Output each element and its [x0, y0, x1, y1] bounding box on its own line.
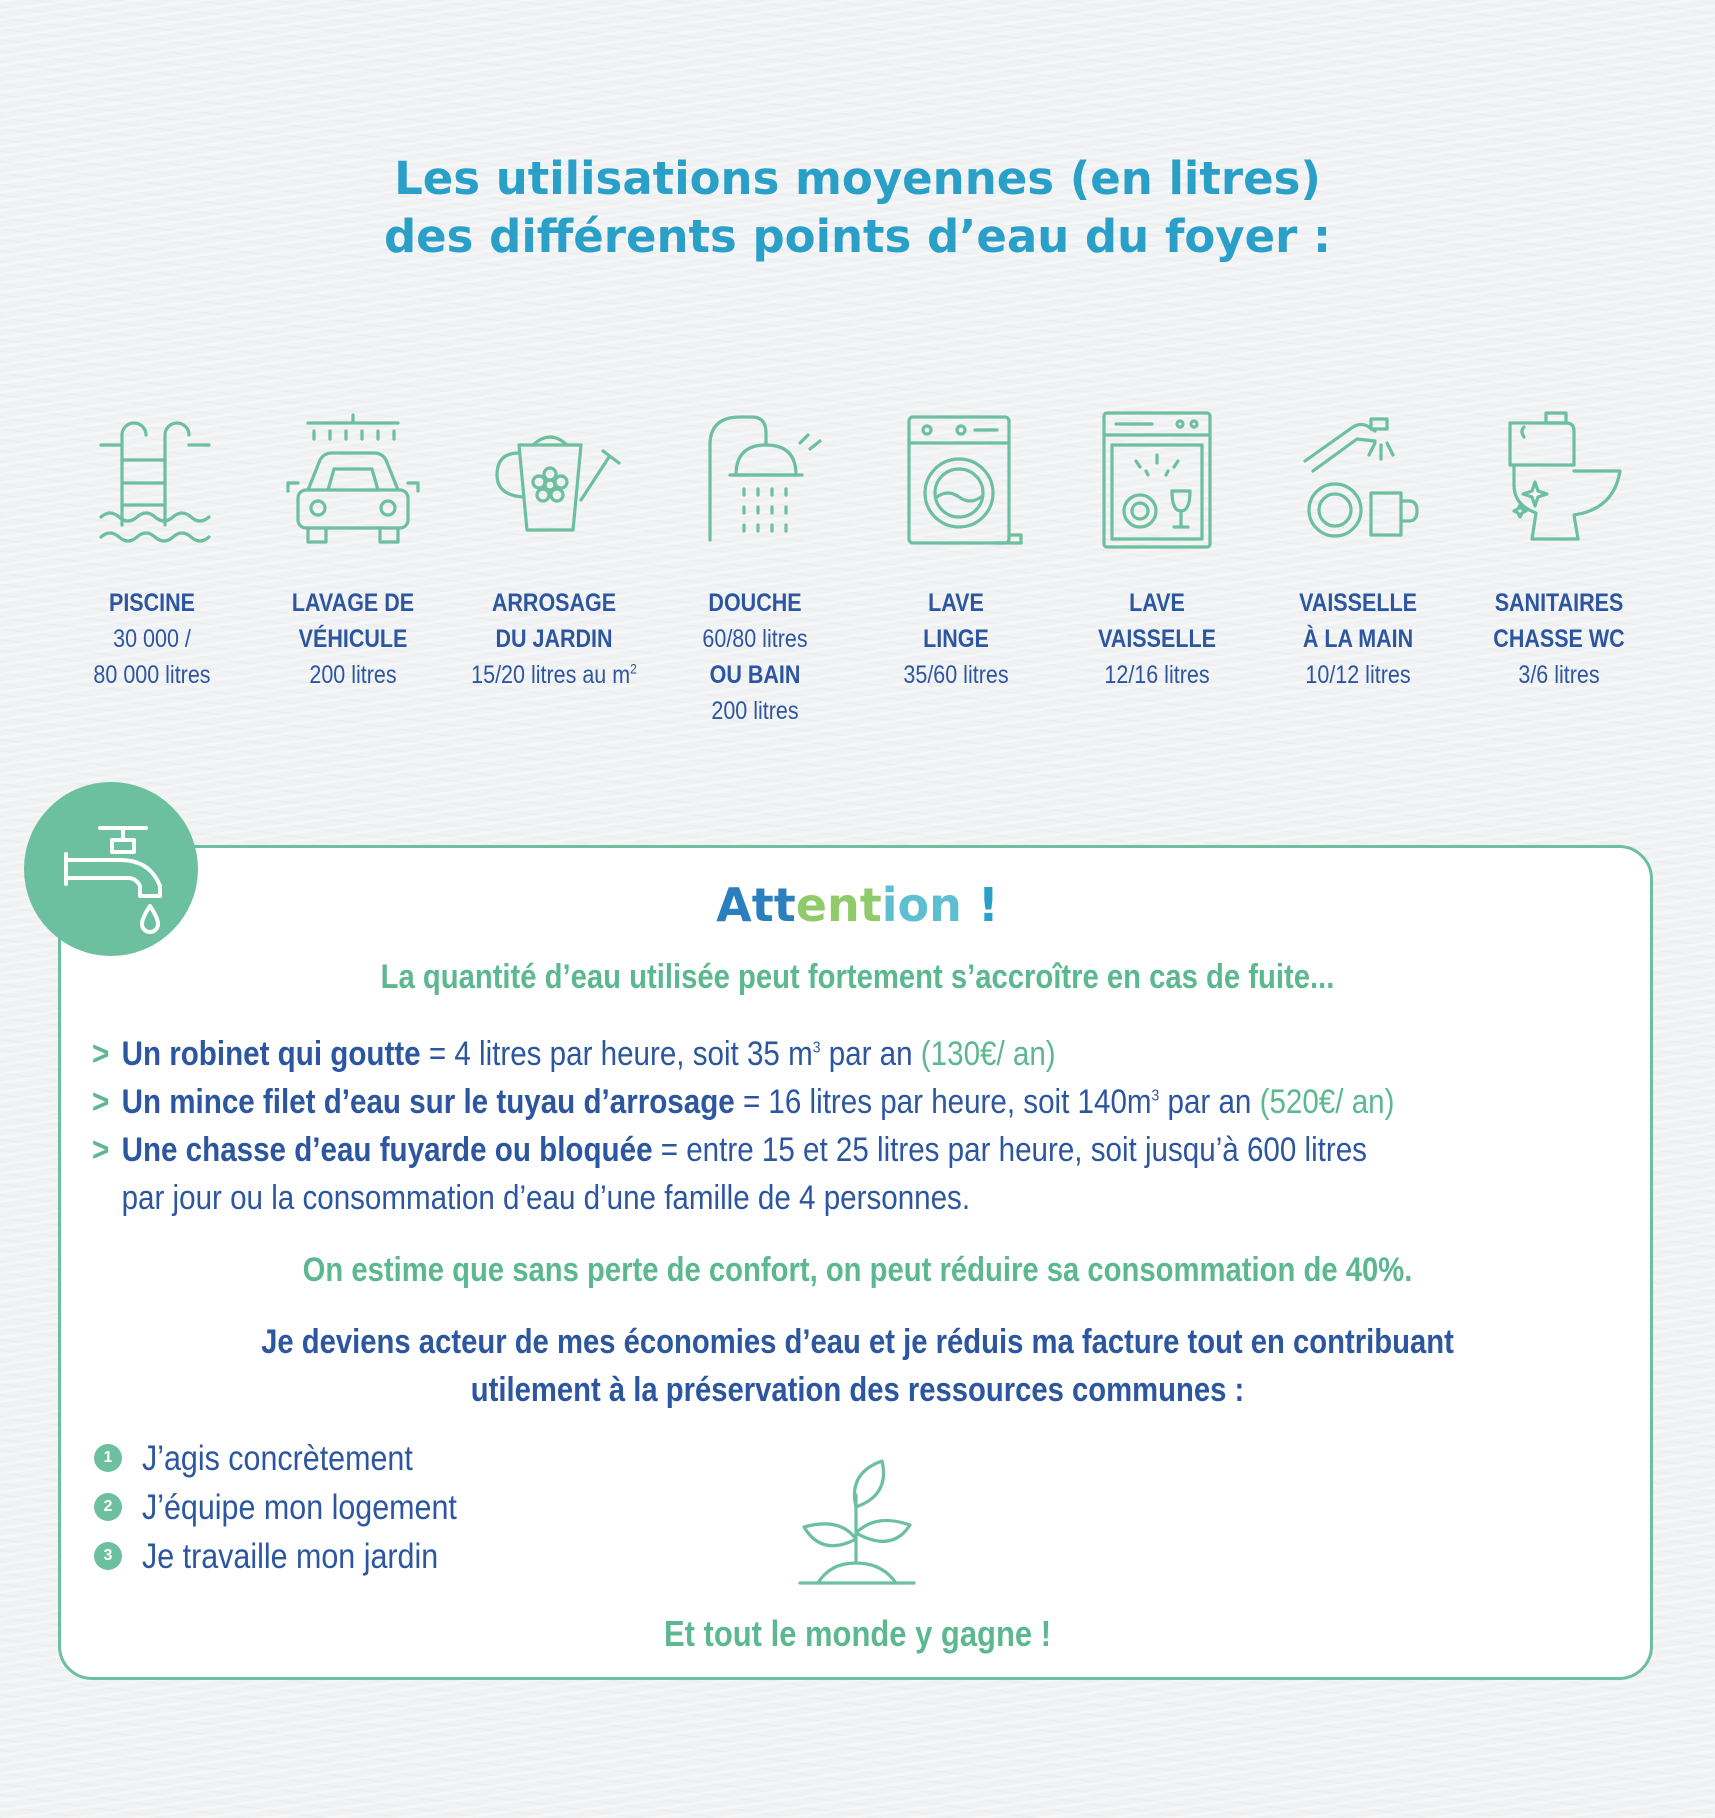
- dishwasher-icon: [1082, 405, 1232, 555]
- step-number-badge: 1: [94, 1444, 122, 1472]
- usage-label: LAVE: [1129, 589, 1185, 617]
- usage-label: À LA MAIN: [1302, 625, 1414, 653]
- usage-value: 12/16 litres: [1104, 661, 1210, 689]
- usage-label: DOUCHE: [708, 589, 802, 617]
- estimate-text: On estime que sans perte de confort, on peut réduire sa consommation de 40%.: [302, 1251, 1413, 1289]
- washing-machine-icon: [881, 405, 1031, 555]
- usage-item-watering: [454, 405, 654, 693]
- step-number-badge: 3: [94, 1542, 122, 1570]
- usage-label: CHASSE WC: [1493, 625, 1625, 653]
- chevron-right-icon: >: [92, 1131, 110, 1169]
- usage-label: PISCINE: [108, 589, 196, 617]
- usage-item-shower: [655, 405, 855, 729]
- usage-value: 60/80 litres: [702, 625, 808, 653]
- usage-item-hand-dishes: [1258, 405, 1458, 693]
- footer-text: Et tout le monde y gagne !: [663, 1613, 1052, 1654]
- usage-value: 15/20 litres au $m^2$: [471, 660, 637, 689]
- chevron-right-icon: >: [92, 1083, 110, 1121]
- usage-label: VÉHICULE: [298, 625, 408, 653]
- usage-label: VAISSELLE: [1299, 589, 1417, 617]
- leak-intro: La quantité d’eau utilisée peut fortement s’accroître en cas de fuite...: [380, 958, 1335, 996]
- shower-icon: [680, 405, 830, 555]
- usage-label: VAISSELLE: [1098, 625, 1216, 653]
- usage-item-dishwasher: [1057, 405, 1257, 693]
- usage-value: 35/60 litres: [903, 661, 1009, 689]
- attention-title: Attention !: [716, 878, 999, 932]
- car-wash-icon: [278, 405, 428, 555]
- actor-text: Je deviens acteur de mes économies d’eau et je réduis ma facture tout en contribuant utilement à la préservation des ressources communes :: [261, 1323, 1454, 1409]
- step-text: J’agis concrètement: [142, 1439, 413, 1478]
- usage-item-toilet: [1459, 405, 1659, 693]
- leak-list: [92, 1030, 1632, 1222]
- step-number-badge: 2: [94, 1493, 122, 1521]
- step-text: Je travaille mon jardin: [142, 1537, 439, 1576]
- sprout-icon: [790, 1455, 925, 1590]
- step-text: J’équipe mon logement: [142, 1488, 457, 1527]
- usage-value: 200 litres: [309, 661, 397, 689]
- usage-item-washing-machine: [856, 405, 1056, 693]
- leak-item: > Un mince filet d’eau sur le tuyau d’arrosage = 16 litres par heure, soit $140m^3$ par an (520€/ an): [92, 1078, 1601, 1126]
- usage-item-pool: [52, 405, 252, 693]
- usage-label: LINGE: [923, 625, 989, 653]
- usage-value: 10/12 litres: [1305, 661, 1411, 689]
- usage-value: 80 000 litres: [93, 661, 211, 689]
- page-title: [0, 150, 1715, 266]
- usage-label: ARROSAGE: [491, 589, 617, 617]
- leak-item: > Un robinet qui goutte = 4 litres par heure, soit 35 $m^3$ par an (130€/ an): [92, 1030, 1601, 1078]
- usage-item-car-wash: [253, 405, 453, 693]
- usage-value: 200 litres: [711, 697, 799, 725]
- usage-value: 3/6 litres: [1518, 661, 1600, 689]
- usage-value: 30 000 /: [113, 625, 191, 653]
- usage-label: DU JARDIN: [495, 625, 613, 653]
- chevron-right-icon: >: [92, 1035, 110, 1073]
- hand-dishwashing-icon: [1283, 405, 1433, 555]
- usage-label: LAVAGE DE: [291, 589, 415, 617]
- toilet-icon: [1484, 405, 1634, 555]
- usage-label: SANITAIRES: [1494, 589, 1624, 617]
- usage-label: LAVE: [928, 589, 984, 617]
- water-usage-list: [0, 405, 1715, 745]
- title-line-2: des différents points d’eau du foyer :: [383, 210, 1332, 263]
- swimming-pool-icon: [77, 405, 227, 555]
- title-line-1: Les utilisations moyennes (en litres): [394, 152, 1321, 205]
- watering-can-icon: [479, 405, 629, 555]
- usage-label: OU BAIN: [709, 661, 801, 689]
- leak-item: > Une chasse d’eau fuyarde ou bloquée = entre 15 et 25 litres par heure, soit jusqu’à 600 litres par jour ou la consommation d’eau d’une famille de 4 personnes.: [92, 1126, 1601, 1222]
